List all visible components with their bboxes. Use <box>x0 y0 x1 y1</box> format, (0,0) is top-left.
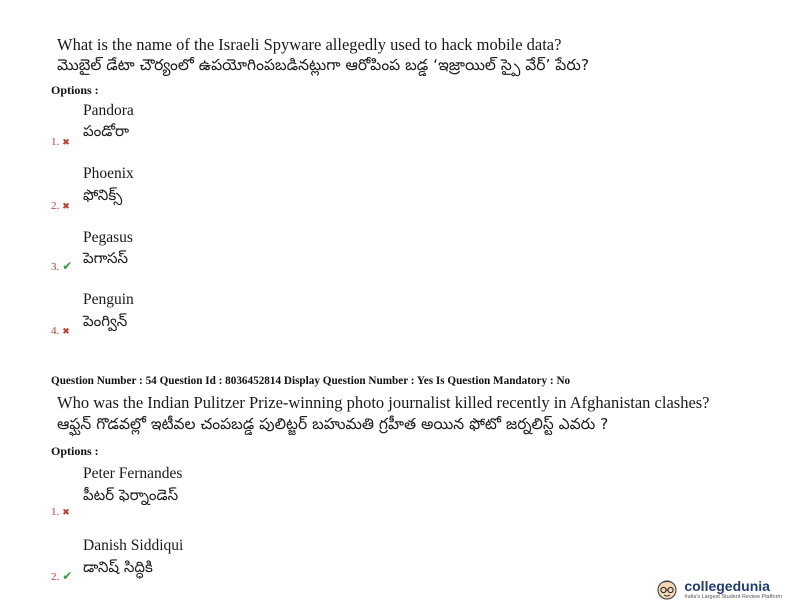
wrong-mark-icon: ✖ <box>62 326 70 336</box>
option-marker <box>51 321 70 339</box>
logo-name: collegedunia <box>684 578 770 594</box>
option-telugu: పండోరా <box>83 122 130 140</box>
option-english: Pegasus <box>83 229 133 246</box>
question-53-english: What is the name of the Israeli Spyware allegedly used to hack mobile data? <box>57 35 562 54</box>
option-telugu: పెగాసస్ <box>83 249 129 267</box>
options-label: Options : <box>51 83 99 97</box>
option-number: 1. <box>51 136 60 148</box>
option-marker <box>51 132 70 150</box>
options-label: Options : <box>51 444 99 458</box>
option-number: 2. <box>51 571 60 583</box>
wrong-mark-icon: ✖ <box>62 137 70 147</box>
option-english: Peter Fernandes <box>83 465 183 482</box>
option-english: Penguin <box>83 291 134 308</box>
option-marker <box>51 196 70 214</box>
correct-check-icon: ✔ <box>62 569 73 583</box>
question-54-telugu: ఆఫ్ఘన్ గొడవల్లో ఇటీవల చంపబడ్డ పులిట్జర్ బహుమతి గ్రహీత అయిన ఫోటో జర్నలిస్ట్ ఎవరు ? <box>57 415 609 433</box>
question-meta: Question Number : 54 Question Id : 8036452814 Display Question Number : Yes Is Question Mandatory : No <box>51 375 571 387</box>
wrong-mark-icon: ✖ <box>62 201 70 211</box>
correct-check-icon: ✔ <box>62 259 73 273</box>
option-telugu: ఫోనిక్స్ <box>83 186 123 204</box>
question-53-telugu: మొబైల్ డేటా చౌర్యంలో ఉపయోగింపబడినట్లుగా ఆరోపింప బడ్డ ‘ఇజ్రాయిల్ స్పై వేర్’ పేరు? <box>57 56 590 74</box>
wrong-mark-icon: ✖ <box>62 507 70 517</box>
option-number: 2. <box>51 200 60 212</box>
student-mascot-icon <box>654 576 680 602</box>
option-english: Danish Siddiqui <box>83 537 184 554</box>
option-marker <box>51 502 70 520</box>
option-telugu: డానిష్ సిద్ధికి <box>83 558 153 576</box>
option-number: 1. <box>51 506 60 518</box>
option-number: 4. <box>51 325 60 337</box>
logo-tagline: India's Largest Student Review Platform <box>684 594 782 600</box>
option-marker <box>51 257 72 275</box>
question-54-english: Who was the Indian Pulitzer Prize-winning photo journalist killed recently in Afghanistan clashes? <box>57 393 710 412</box>
option-number: 3. <box>51 261 60 273</box>
option-english: Phoenix <box>83 165 134 182</box>
option-english: Pandora <box>83 102 134 119</box>
option-telugu: పెంగ్విన్ <box>83 312 128 330</box>
option-marker <box>51 567 72 585</box>
option-telugu: పీటర్ ఫెర్నాండెస్ <box>83 486 179 504</box>
collegedunia-logo <box>654 576 782 602</box>
